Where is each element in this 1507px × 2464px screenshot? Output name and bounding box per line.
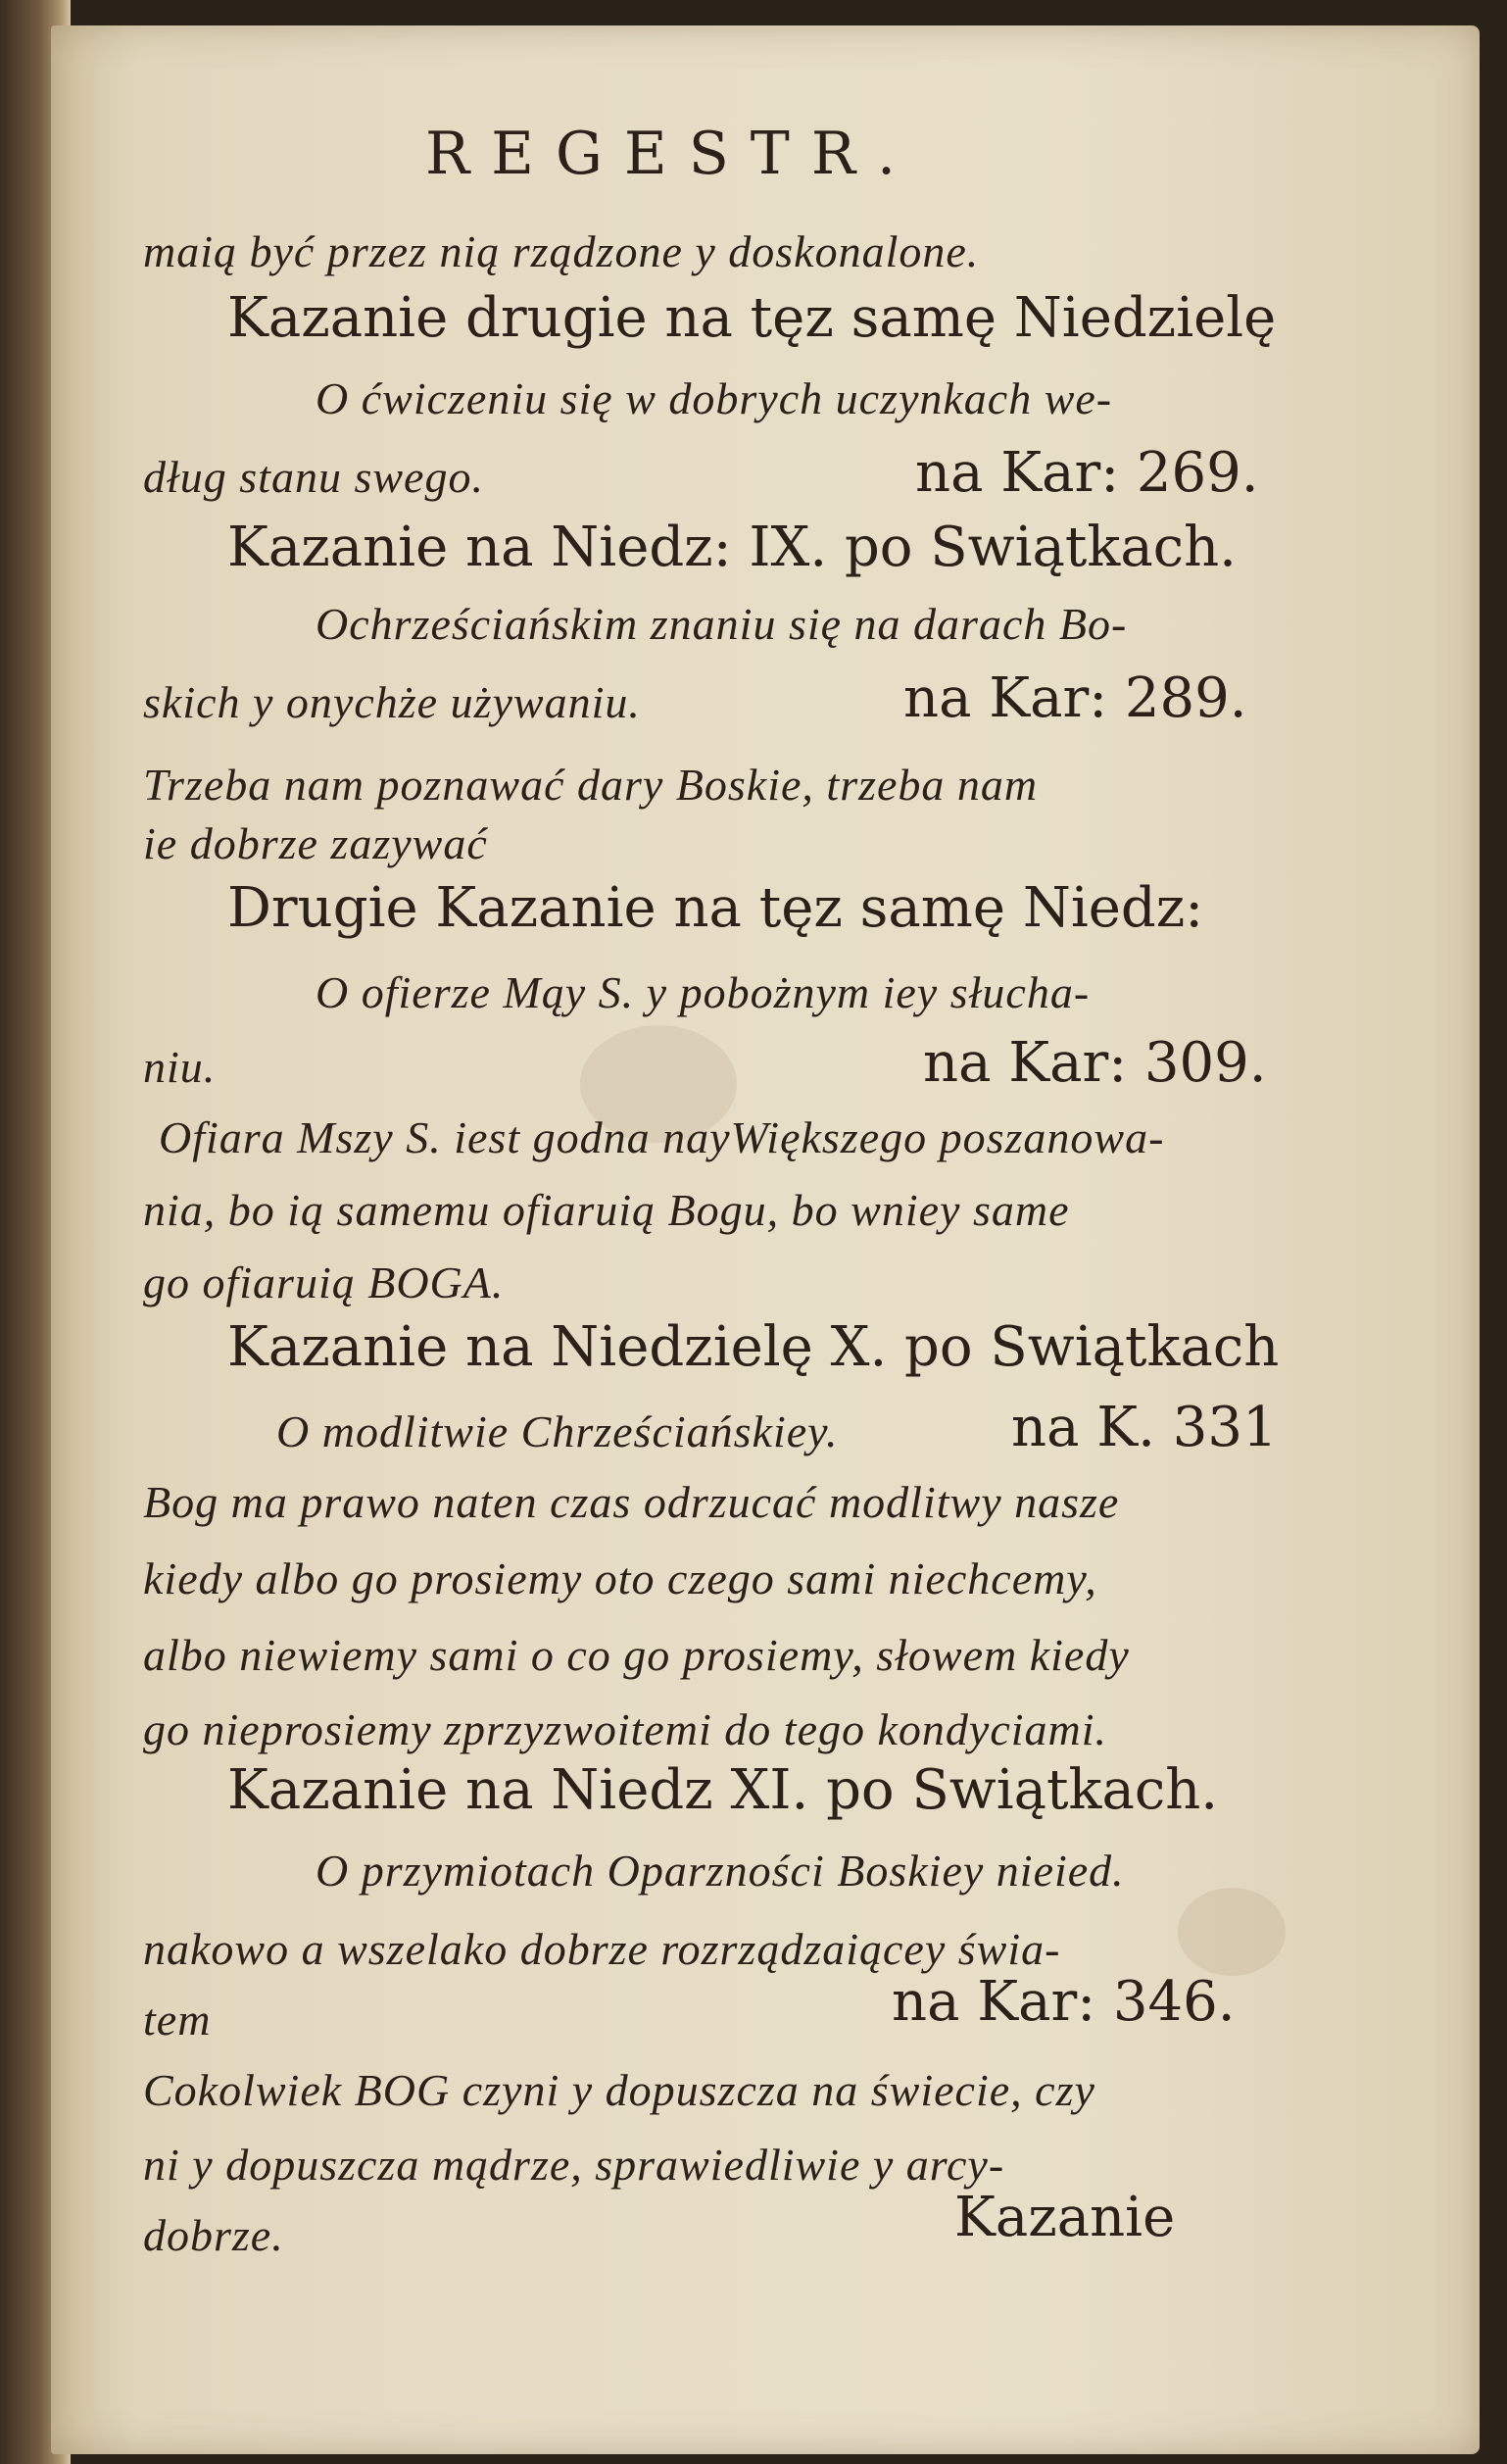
page-reference: na Kar: 309. [923,1031,1267,1095]
summary-line: Ofiara Mszy S. iest godna nayWiększego poszanowa- [159,1112,1165,1162]
section-heading: Kazanie na Niedz XI. po Swiątkach. [227,1758,1219,1822]
section-heading: Kazanie drugie na tęz samę Niedzielę [227,286,1277,350]
summary-line: dobrze. [143,2210,284,2260]
summary-line: go nieprosiemy zprzyzwoitemi do tego kondyciami. [143,1704,1108,1754]
section-heading: Kazanie na Niedzielę X. po Swiątkach [227,1315,1280,1379]
paper-stain [1178,1888,1286,1976]
summary-line: Cokolwiek BOG czyni y dopuszcza na świecie, czy [143,2065,1095,2115]
section-heading: Kazanie na Niedz: IX. po Swiątkach. [227,516,1237,579]
summary-line: go ofiaruią BOGA. [143,1257,505,1307]
page-reference: na Kar: 269. [915,441,1259,505]
text-line: nakowo a wszelako dobrze rozrządzaiącey świa- [143,1924,1061,1974]
summary-line: ni y dopuszcza mądrze, sprawiedliwie y arcy- [143,2140,1005,2190]
summary-line: albo niewiemy sami o co go prosiemy, słowem kiedy [143,1630,1130,1680]
text-line: O ćwiczeniu się w dobrych uczynkach we- [316,373,1113,423]
text-line: maią być przez nią rządzone y doskonalone. [143,226,980,276]
text-line: tem [143,1995,212,2045]
summary-line: kiedy albo go prosiemy oto czego sami niechcemy, [143,1553,1097,1603]
text-line: dług stanu swego. [143,452,484,502]
summary-line: ie dobrze zazywać [143,818,488,868]
text-line: O przymiotach Oparzności Boskiey nieied. [316,1846,1125,1896]
text-line: niu. [143,1042,217,1092]
summary-line: Bog ma prawo naten czas odrzucać modlitwy nasze [143,1477,1120,1527]
page-reference: na Kar: 346. [892,1970,1236,2034]
running-head: REGESTR. [425,120,918,188]
text-line: Ochrześciańskim znaniu się na darach Bo- [316,599,1128,649]
page-reference: na K. 331 [1011,1396,1278,1459]
summary-line: nia, bo ią samemu ofiaruią Bogu, bo wniey same [143,1185,1070,1235]
text-line: skich y onychże używaniu. [143,677,641,727]
catchword: Kazanie [954,2186,1176,2249]
text-line: O ofierze Mąy S. y pobożnym iey słucha- [316,967,1091,1017]
section-heading: Drugie Kazanie na tęz samę Niedz: [227,876,1204,940]
text-line: O modlitwie Chrześciańskiey. [276,1406,839,1456]
page-reference: na Kar: 289. [903,666,1247,730]
summary-line: Trzeba nam poznawać dary Boskie, trzeba nam [143,760,1039,810]
book-page [51,25,1480,2454]
